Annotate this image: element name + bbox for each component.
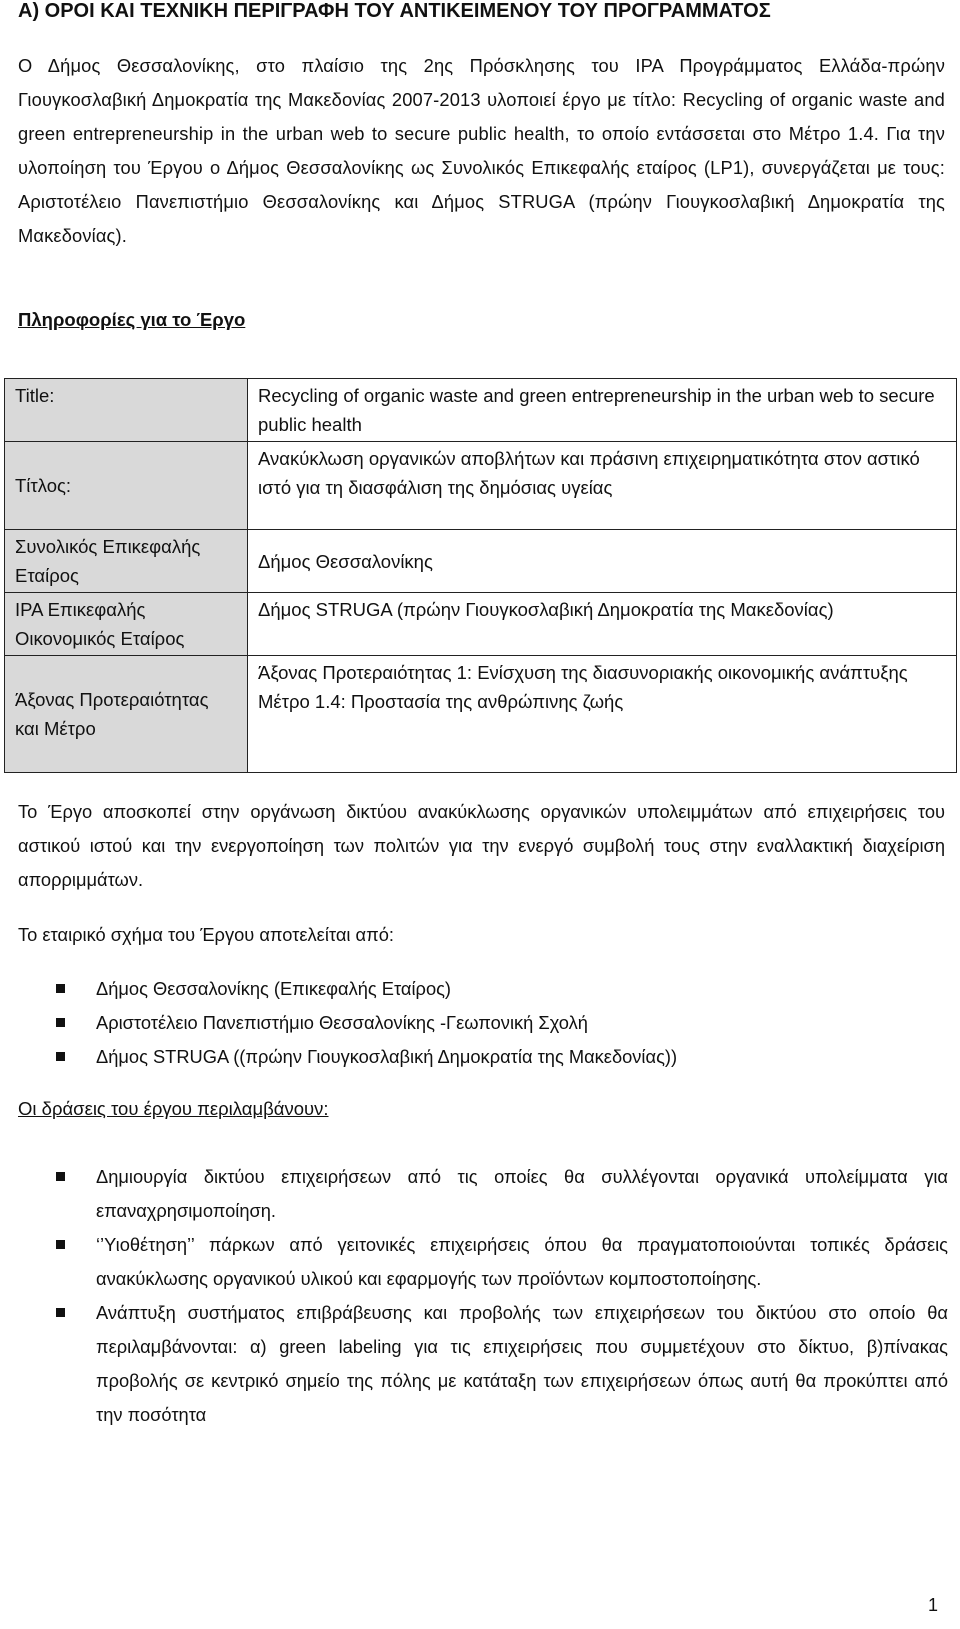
row-value: Recycling of organic waste and green entrepreneurship in the urban web to secure public health (248, 379, 957, 442)
row-value: Δήμος Θεσσαλονίκης (248, 530, 957, 593)
aim-text: Το Έργο αποσκοπεί στην οργάνωση δικτύου ανακύκλωσης οργανικών υπολειμμάτων από επιχειρήσεις του αστικού ιστού και την ενεργοποίηση των πολιτών για την ενεργό συμβολή τους στην εναλλακτική διαχείριση απορριμμάτων. (18, 801, 945, 890)
row-label: Συνολικός Επικεφαλής Εταίρος (5, 530, 248, 593)
list-item-text: Δήμος STRUGA ((πρώην Γιουγκοσλαβική Δημοκρατία της Μακεδονίας)) (96, 1046, 678, 1067)
row-value (248, 656, 957, 773)
list-item-text: ‘’Υιοθέτηση’’ πάρκων από γειτονικές επιχειρήσεις όπου θα πραγματοποιούνται τοπικές δράσεις ανακύκλωσης οργανικού υλικού και εφαρμογής των προϊόντων κομποστοποίησης. (96, 1234, 948, 1289)
row-label: Τίτλος: (5, 442, 248, 530)
square-bullet-icon (56, 1052, 65, 1061)
square-bullet-icon (56, 1308, 65, 1317)
partners-list (18, 972, 948, 1074)
table-row (5, 656, 957, 773)
list-item (18, 1160, 948, 1228)
square-bullet-icon (56, 984, 65, 993)
row-value: Ανακύκλωση οργανικών αποβλήτων και πράσινη επιχειρηματικότητα στον αστικό ιστό για τη διασφάλιση της δημόσιας υγείας (248, 442, 957, 530)
list-item (18, 1006, 948, 1040)
intro-paragraph (18, 49, 945, 253)
list-item-text: Ανάπτυξη συστήματος επιβράβευσης και προβολής των επιχειρήσεων του δικτύου στο οποίο θα περιλαμβάνονται: α) green labeling για τις επιχειρήσεις που συμμετέχουν στο δίκτυο, β)πίνακας προβολής σε κεντρικό σημείο της πόλης με κατάταξη των επιχειρήσεων όπως αυτή θα προκύπτει από την ποσότητα (96, 1302, 948, 1425)
row-label: Άξονας Προτεραιότητας και Μέτρο (5, 656, 248, 773)
list-item-text: Δημιουργία δικτύου επιχειρήσεων από τις οποίες θα συλλέγονται οργανικά υπολείμματα για επαναχρησιμοποίηση. (96, 1166, 948, 1221)
section-heading: Α) ΟΡΟΙ ΚΑΙ ΤΕΧΝΙΚΗ ΠΕΡΙΓΡΑΦΗ ΤΟΥ ΑΝΤΙΚΕΙΜΕΝΟΥ ΤΟΥ ΠΡΟΓΡΑΜΜΑΤΟΣ (18, 0, 771, 22)
row-value-line: Άξονας Προτεραιότητας 1: Ενίσχυση της διασυνοριακής οικονομικής ανάπτυξης (258, 662, 908, 683)
info-heading: Πληροφορίες για το Έργο (18, 309, 246, 330)
list-item-text: Δήμος Θεσσαλονίκης (Επικεφαλής Εταίρος) (96, 978, 452, 999)
row-value-line: Μέτρο 1.4: Προστασία της ανθρώπινης ζωής (258, 691, 624, 712)
actions-list (18, 1160, 948, 1432)
list-item (18, 1228, 948, 1296)
project-info-table (4, 378, 957, 773)
list-item (18, 972, 948, 1006)
list-item (18, 1296, 948, 1432)
table-row (5, 593, 957, 656)
table-row (5, 379, 957, 442)
page-number: 1 (928, 1595, 939, 1615)
square-bullet-icon (56, 1240, 65, 1249)
table-row (5, 442, 957, 530)
row-label: Title: (5, 379, 248, 442)
list-item (18, 1040, 948, 1074)
row-value: Δήμος STRUGA (πρώην Γιουγκοσλαβική Δημοκρατία της Μακεδονίας) (248, 593, 957, 656)
row-label: IPA Επικεφαλής Οικονομικός Εταίρος (5, 593, 248, 656)
intro-text: Ο Δήμος Θεσσαλονίκης, στο πλαίσιο της 2ης Πρόσκλησης του IPA Προγράμματος Ελλάδα-πρώην Γιουγκοσλαβική Δημοκρατία της Μακεδονίας 2007-2013 υλοποιεί έργο με τίτλο: Recycling of organic waste and green entrepreneurship in the urban web to secure public health, το οποίο εντάσσεται στο Μέτρο 1.4. Για την υλοποίηση του Έργου ο Δήμος Θεσσαλονίκης ως Συνολικός Επικεφαλής εταίρος (LP1), συνεργάζεται με τους: Αριστοτέλειο Πανεπιστήμιο Θεσσαλονίκης και Δήμος STRUGA (πρώην Γιουγκοσλαβική Δημοκρατία της Μακεδονίας). (18, 55, 945, 246)
square-bullet-icon (56, 1172, 65, 1181)
list-item-text: Αριστοτέλειο Πανεπιστήμιο Θεσσαλονίκης -Γεωπονική Σχολή (96, 1012, 588, 1033)
aim-paragraph (18, 795, 945, 897)
table-row (5, 530, 957, 593)
partnership-intro-text: Το εταιρικό σχήμα του Έργου αποτελείται από: (18, 924, 394, 945)
square-bullet-icon (56, 1018, 65, 1027)
actions-heading: Οι δράσεις του έργου περιλαμβάνουν: (18, 1098, 329, 1119)
partnership-intro (18, 918, 945, 952)
